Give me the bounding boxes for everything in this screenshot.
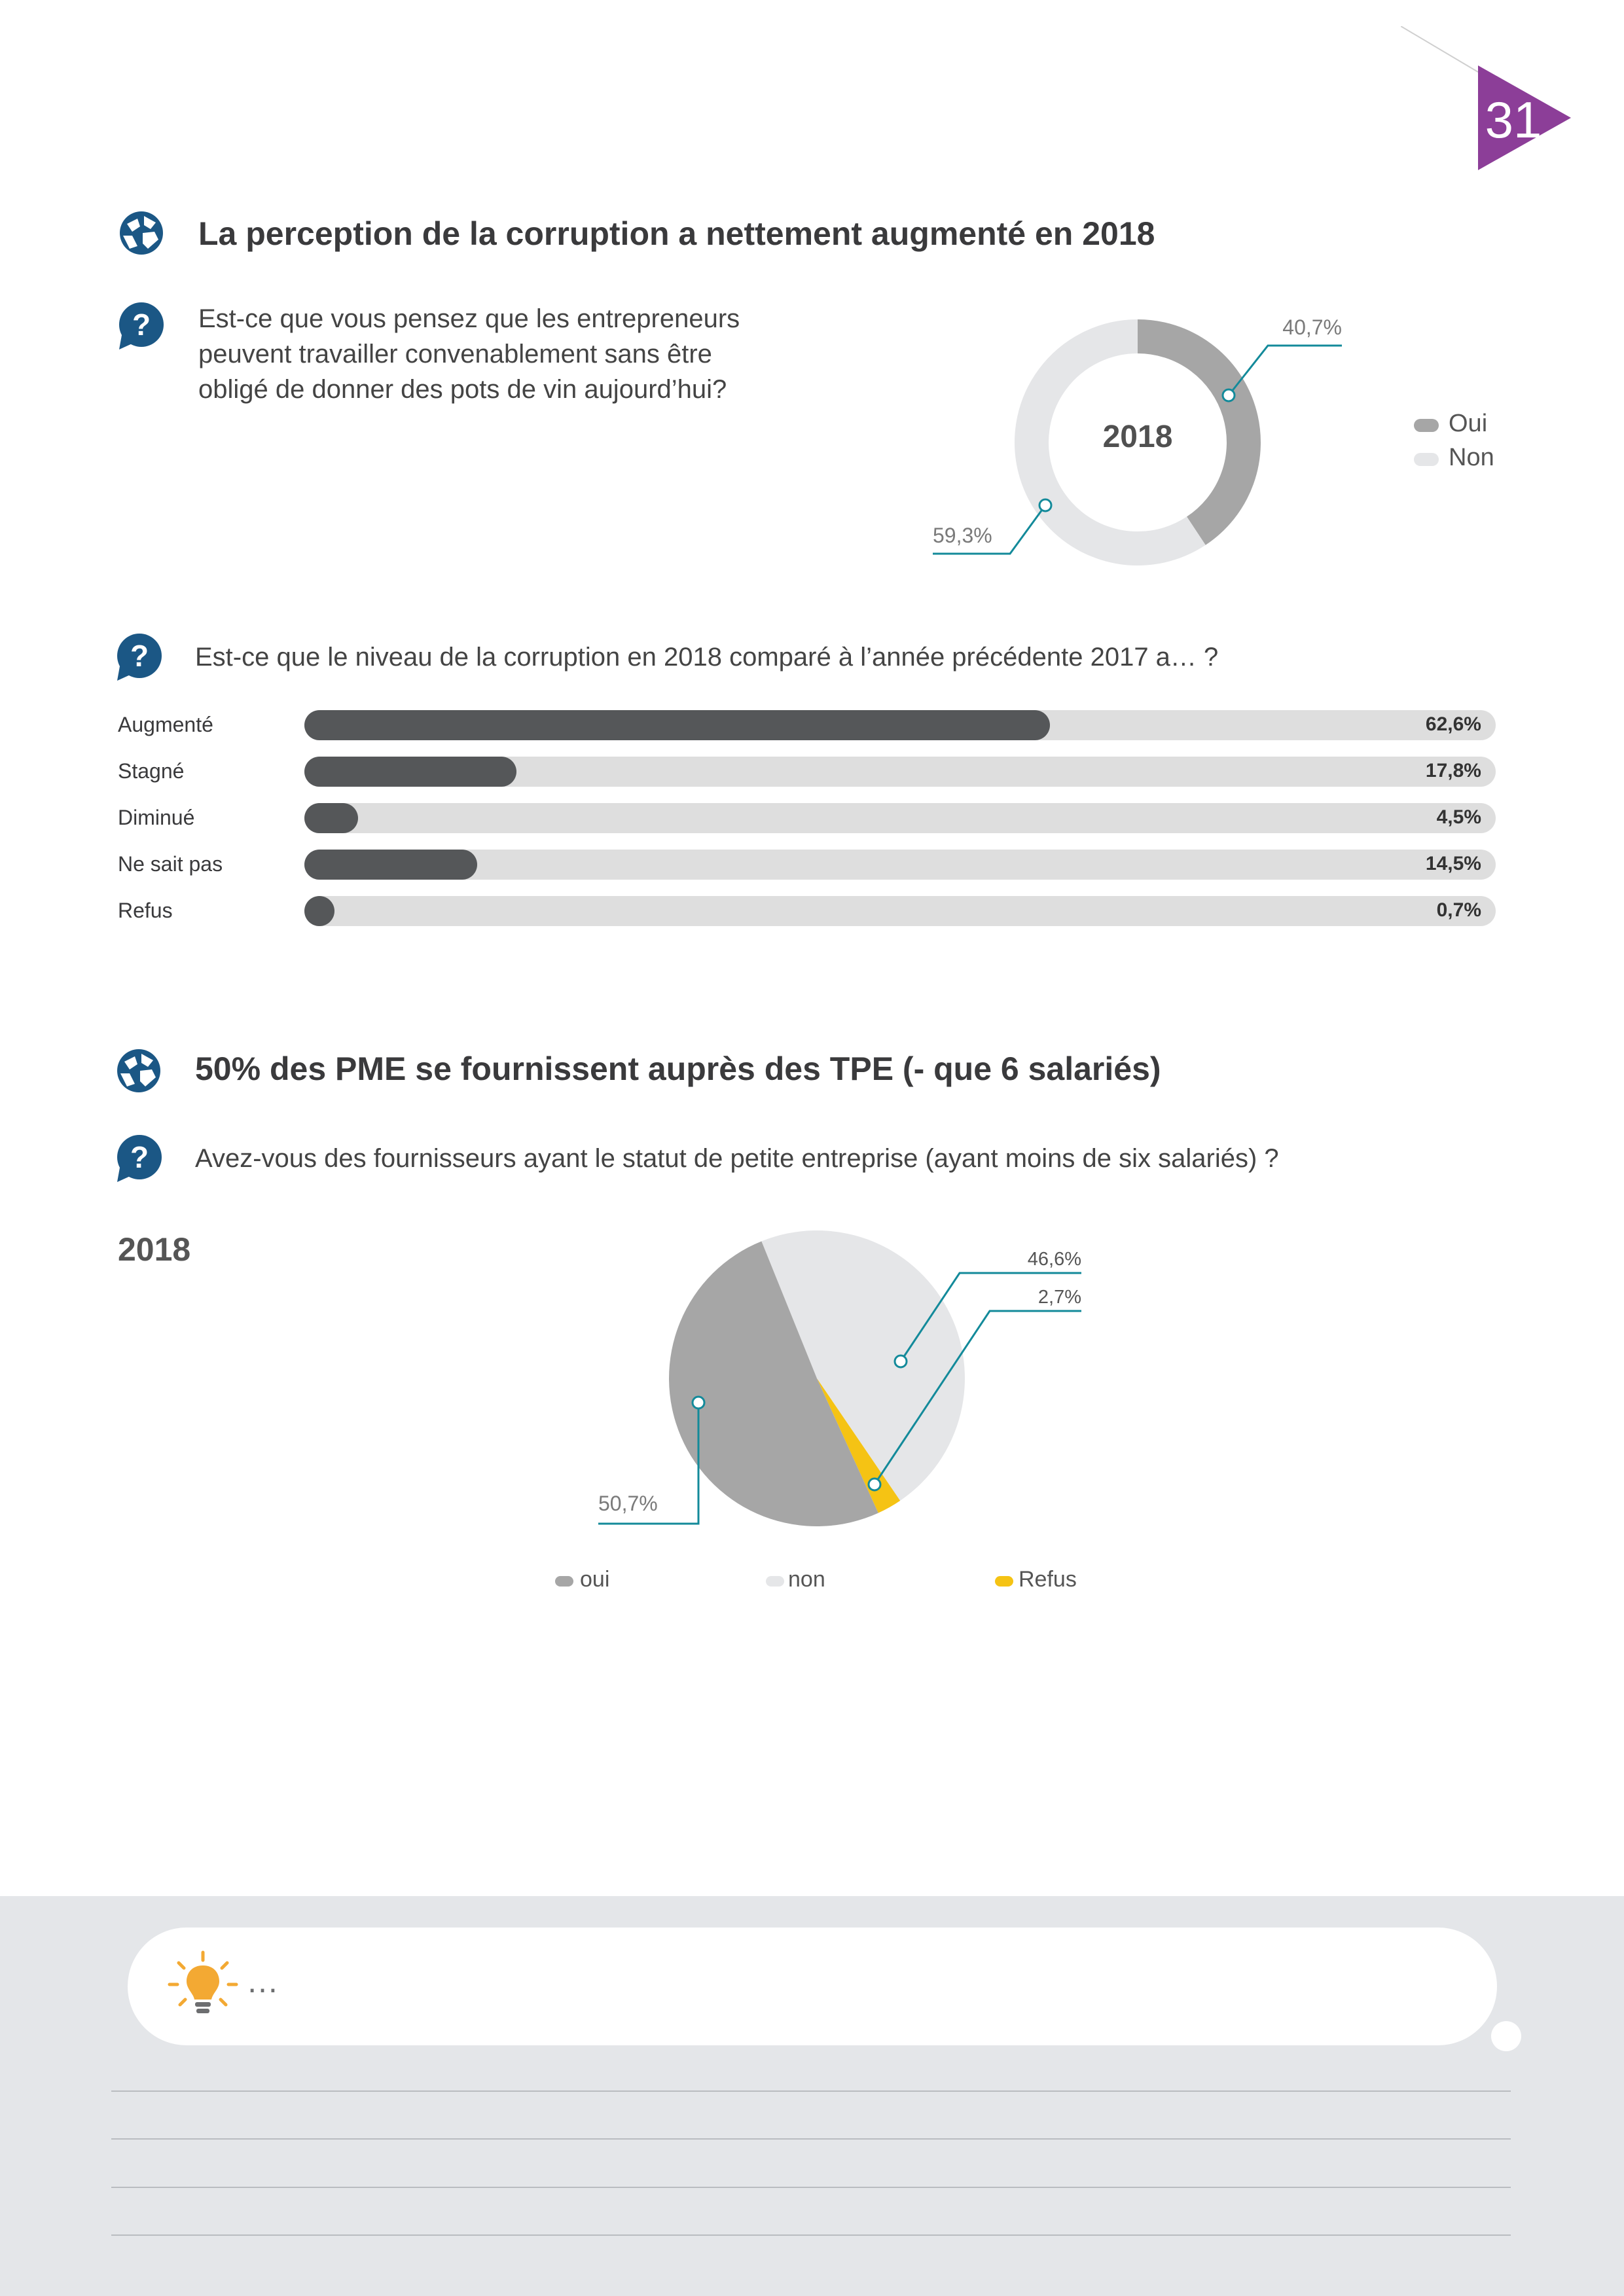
bar-row: [118, 709, 1496, 742]
bar-row: [118, 755, 1496, 788]
callout-dot: [895, 1355, 907, 1367]
bar-fill: [304, 896, 334, 926]
pie-legend: oui non Refus: [555, 1567, 1079, 1600]
pie-value-label: 46,6%: [1027, 1249, 1081, 1270]
question-bubble-icon: [117, 301, 166, 351]
note-line: [111, 2187, 1511, 2188]
bar-row: [118, 895, 1496, 927]
bar-value: 14,5%: [1425, 853, 1481, 874]
page-number: 31: [1485, 91, 1542, 149]
donut-value-label: 59,3%: [933, 524, 992, 547]
pie-value-label: 50,7%: [598, 1492, 658, 1515]
callout-dot: [693, 1397, 704, 1408]
pie-chart: [576, 1217, 1113, 1545]
svg-text:?: ?: [130, 1140, 149, 1174]
donut-value-label: 40,7%: [1282, 315, 1342, 339]
section-title: 50% des PME se fournissent auprès des TPE (- que 6 salariés): [195, 1050, 1161, 1087]
note-ellipsis: …: [246, 1963, 280, 2000]
bar-value: 17,8%: [1425, 760, 1481, 781]
bar-row: [118, 848, 1496, 881]
note-line: [111, 2234, 1511, 2236]
bar-label: Augmenté: [118, 713, 213, 736]
callout-dot: [869, 1479, 880, 1490]
section-title: La perception de la corruption a nettement augmenté en 2018: [198, 215, 1155, 252]
question-line: Est-ce que vous pensez que les entrepreneurs: [198, 304, 740, 333]
bar-label: Stagné: [118, 759, 185, 783]
svg-text:?: ?: [130, 639, 149, 673]
globe-icon: [118, 209, 165, 257]
question-line: obligé de donner des pots de vin aujourd’hui?: [198, 375, 727, 404]
note-line: [111, 2138, 1511, 2140]
bar-row: [118, 802, 1496, 834]
question-bubble-icon: [115, 1134, 164, 1183]
legend-swatch: [995, 1576, 1013, 1587]
note-bubble: [128, 1928, 1497, 2045]
bar-fill: [304, 757, 516, 787]
bar-track: [304, 850, 1496, 880]
question-text: Avez-vous des fournisseurs ayant le statut de petite entreprise (ayant moins de six salariés) ?: [195, 1144, 1279, 1173]
donut-center-label: 2018: [1102, 420, 1173, 454]
bar-label: Refus: [118, 899, 173, 922]
note-bubble-tail: [1491, 2021, 1521, 2051]
legend-swatch: [555, 1576, 573, 1587]
lightbulb-icon: [167, 1948, 239, 2020]
bar-track: [304, 757, 1496, 787]
callout-dot: [1039, 499, 1051, 511]
bar-track: [304, 803, 1496, 833]
callout-dot: [1223, 389, 1235, 401]
legend-swatch: [1414, 453, 1439, 466]
bar-track: [304, 710, 1496, 740]
bar-value: 0,7%: [1436, 899, 1481, 921]
legend-swatch: [1414, 419, 1439, 432]
bar-value: 4,5%: [1436, 806, 1481, 828]
globe-icon: [115, 1047, 162, 1094]
question-text: Est-ce que le niveau de la corruption en 2018 comparé à l’année précédente 2017 a… ?: [195, 643, 1219, 672]
question-line: peuvent travailler convenablement sans être: [198, 340, 712, 368]
donut-chart: [903, 288, 1401, 576]
bar-track: [304, 896, 1496, 926]
bar-label: Ne sait pas: [118, 852, 223, 876]
year-label: 2018: [118, 1231, 191, 1268]
bar-fill: [304, 803, 358, 833]
bar-value: 62,6%: [1425, 713, 1481, 735]
bar-fill: [304, 850, 477, 880]
svg-text:?: ?: [132, 308, 151, 342]
legend-swatch: [766, 1576, 784, 1587]
note-line: [111, 2090, 1511, 2092]
pie-value-label: 2,7%: [1038, 1287, 1081, 1308]
question-text: [198, 301, 740, 407]
bar-fill: [304, 710, 1050, 740]
question-bubble-icon: [115, 632, 164, 682]
bar-label: Diminué: [118, 806, 195, 829]
